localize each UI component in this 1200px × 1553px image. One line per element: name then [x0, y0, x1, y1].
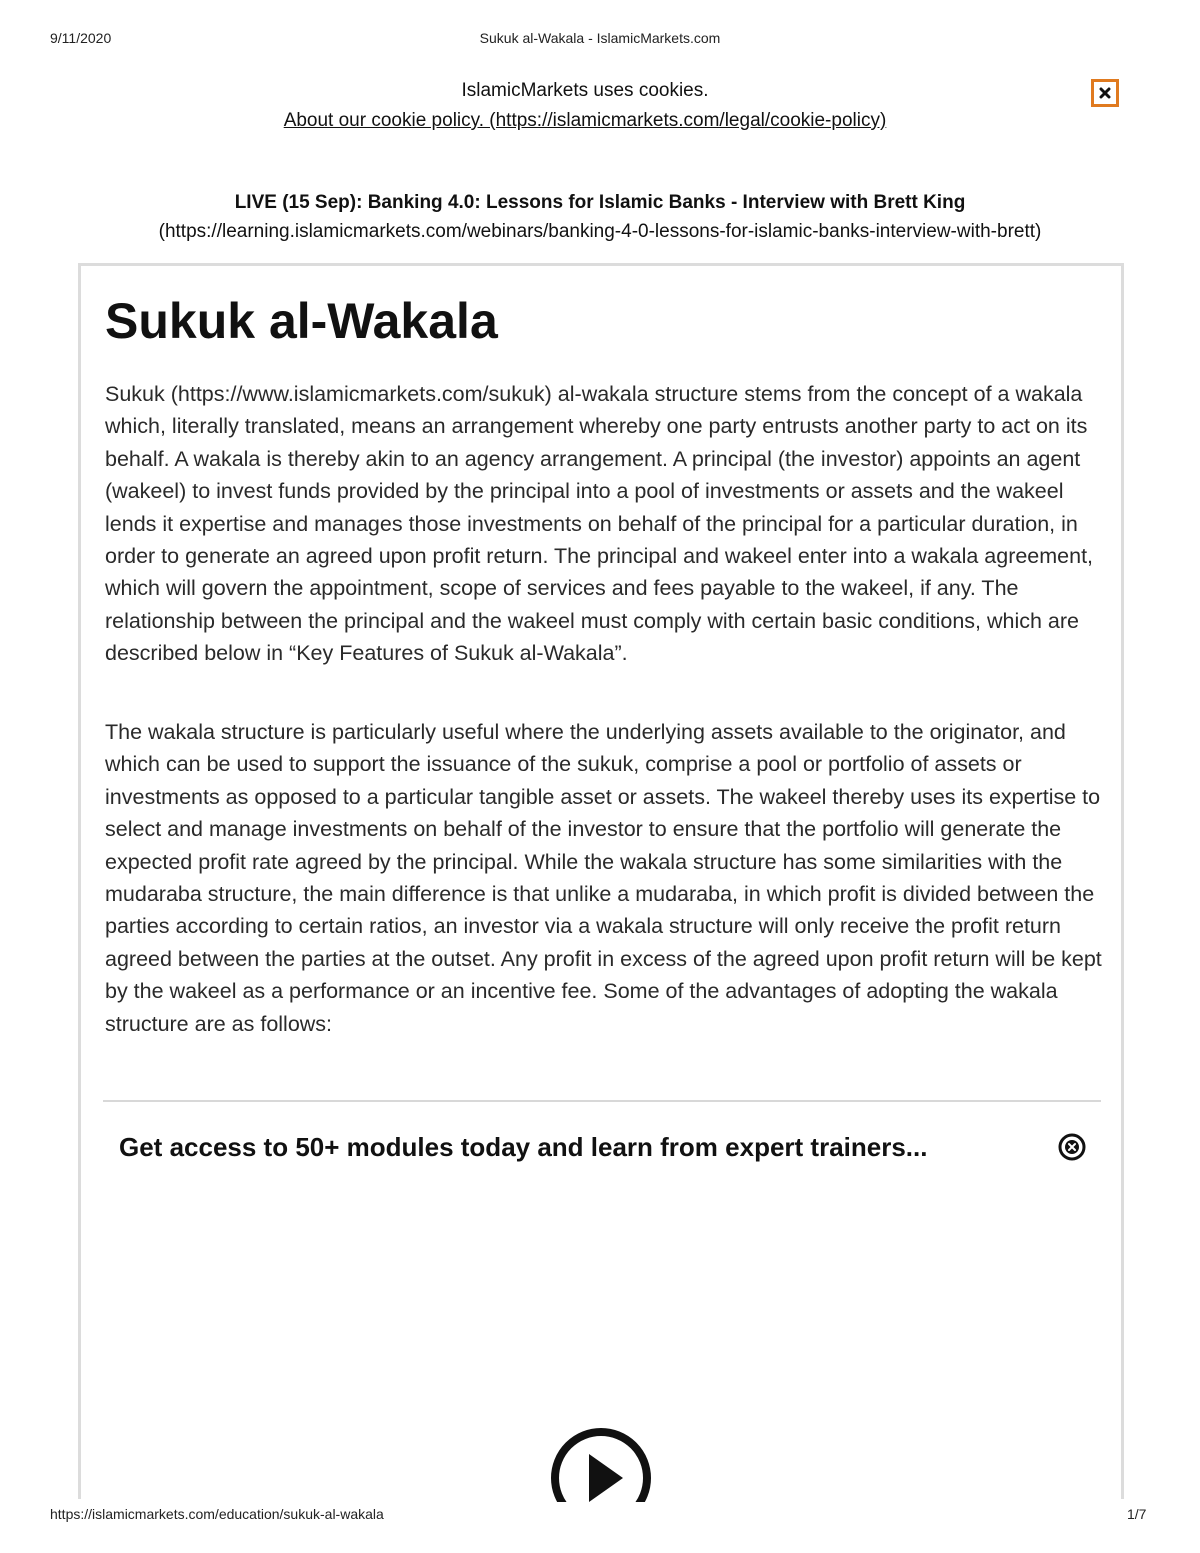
cookie-policy-link[interactable]: About our cookie policy. (https://islamicmarkets.com/legal/cookie-policy): [283, 110, 887, 131]
article-title: Sukuk al-Wakala: [105, 293, 498, 349]
close-circle-icon: [1057, 1132, 1087, 1162]
close-icon: [1099, 87, 1111, 99]
divider: [103, 1100, 1101, 1102]
access-panel-close-button[interactable]: [1057, 1132, 1087, 1162]
access-panel-text: Get access to 50+ modules today and learn from expert trainers...: [119, 1132, 928, 1162]
article-paragraph-1: Sukuk (https://www.islamicmarkets.com/sukuk) al-wakala structure stems from the concept of a wakala which, literally translated, means an arrangement whereby one party entrusts another party to act on its behalf. A wakala is thereby akin to an agency arrangement. A principal (the investor) appoints an agent (wakeel) to invest funds provided by the principal into a pool of investments or assets and the wakeel lends it expertise and manages those investments on behalf of the principal for a particular duration, in order to generate an agreed upon profit return. The principal and wakeel enter into a wakala agreement, which will govern the appointment, scope of services and fees payable to the wakeel, if any. The relationship between the principal and the wakeel must comply with certain basic conditions, which are described below in “Key Features of Sukuk al-Wakala”.: [105, 382, 1094, 666]
article-card: [78, 263, 1124, 1499]
print-page-title: Sukuk al-Wakala - IslamicMarkets.com: [479, 30, 721, 46]
webinar-promo-link[interactable]: (https://learning.islamicmarkets.com/webinars/banking-4-0-lessons-for-islamic-banks-interview-with-brett): [158, 221, 1042, 242]
webinar-promo-title[interactable]: LIVE (15 Sep): Banking 4.0: Lessons for Islamic Banks - Interview with Brett King: [234, 192, 966, 213]
play-circle-icon: [549, 1426, 653, 1502]
print-footer-url: https://islamicmarkets.com/education/sukuk-al-wakala: [50, 1506, 384, 1522]
cookie-banner-text: IslamicMarkets uses cookies.: [461, 80, 709, 101]
print-page-number: 1/7: [1127, 1506, 1147, 1522]
video-play-button[interactable]: [549, 1426, 653, 1502]
print-date: 9/11/2020: [50, 30, 112, 46]
article-paragraph-2: The wakala structure is particularly useful where the underlying assets available to the originator, and which can be used to support the issuance of the sukuk, comprise a pool or portfolio of assets or investments as opposed to a particular tangible asset or assets. The wakeel thereby uses its expertise to select and manage investments on behalf of the investor to ensure that the portfolio will generate the expected profit rate agreed by the principal. While the wakala structure has some similarities with the mudaraba structure, the main difference is that unlike a mudaraba, in which profit is divided between the parties according to certain ratios, an investor via a wakala structure will only receive the profit return agreed between the parties at the outset. Any profit in excess of the agreed upon profit return will be kept by the wakeel as a performance or an incentive fee. Some of the advantages of adopting the wakala structure are as follows:: [105, 720, 1102, 1036]
cookie-close-button[interactable]: [1091, 79, 1119, 107]
